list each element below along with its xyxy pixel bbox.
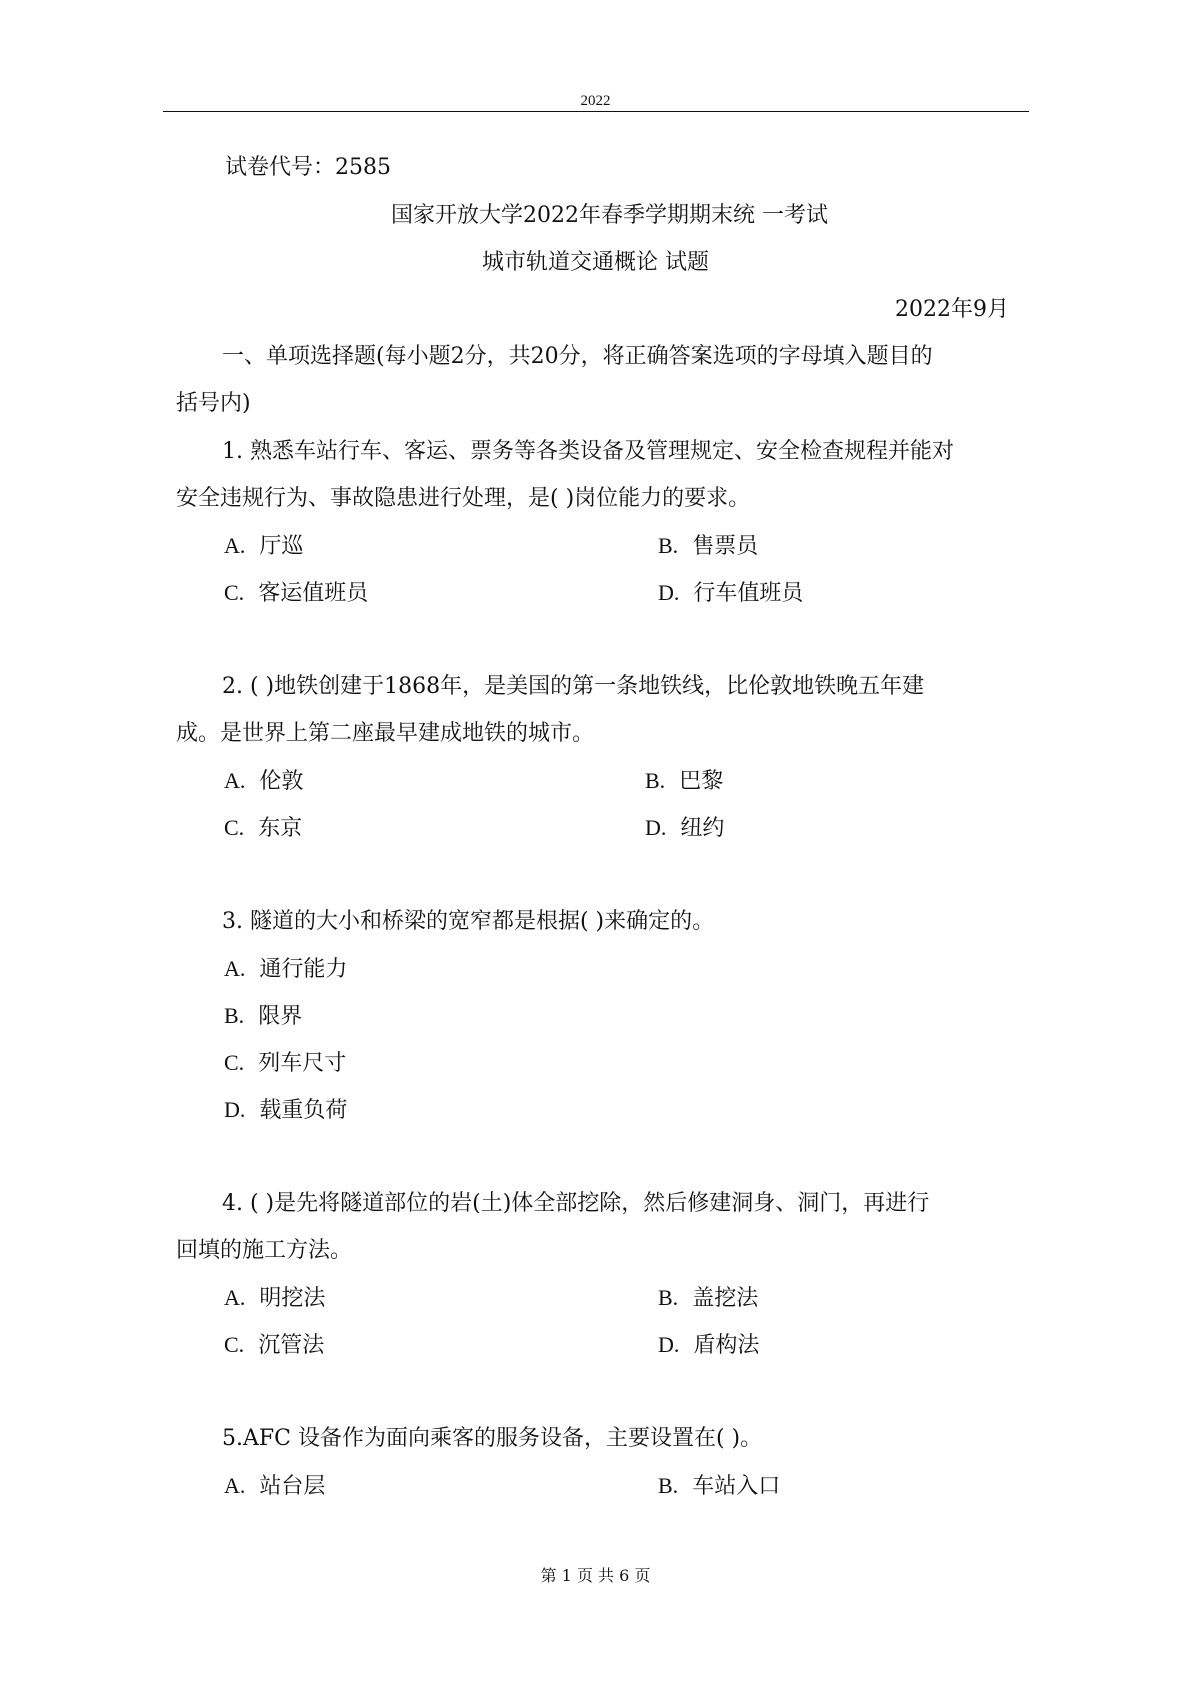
option-text: 东京 [258, 816, 303, 841]
option-text: 行车值班员 [693, 581, 804, 606]
exam-subject: 城市轨道交通概论 试题 [482, 250, 709, 275]
option-letter: A. [224, 1285, 246, 1310]
exam-date: 2022年9月 [895, 297, 1009, 322]
option-text: 限界 [258, 1004, 303, 1029]
option-letter: B. [645, 768, 666, 793]
option-text: 厅巡 [259, 534, 304, 559]
option-letter: D. [658, 1332, 680, 1357]
option-letter: A. [224, 1473, 246, 1498]
option-letter: A. [224, 533, 246, 558]
option-letter: A. [224, 956, 246, 981]
option-letter: D. [658, 580, 680, 605]
question-text: 3. 隧道的大小和桥梁的宽窄都是根据( )来确定的。 [222, 909, 715, 934]
section-heading-line1: 一、单项选择题(每小题2分，共20分，将正确答案选项的字母填入题目的 [222, 344, 933, 369]
option-text: 巴黎 [679, 769, 724, 794]
option-text: 盖挖法 [692, 1286, 759, 1311]
option-c [224, 1048, 346, 1079]
option-c [224, 1330, 324, 1361]
option-d [224, 1095, 347, 1126]
question-text: 4. ( )是先将隧道部位的岩(土)体全部挖除，然后修建洞身、洞门，再进行 [222, 1191, 930, 1216]
question-text: 安全违规行为、事故隐患进行处理，是( )岗位能力的要求。 [176, 486, 751, 511]
question-text: 回填的施工方法。 [176, 1238, 353, 1263]
option-text: 站台层 [259, 1474, 326, 1499]
option-text: 盾构法 [693, 1333, 760, 1358]
option-letter: A. [224, 768, 246, 793]
option-d [658, 578, 803, 609]
option-letter: D. [645, 815, 667, 840]
option-a [224, 954, 347, 985]
question-text: 2. ( )地铁创建于1868年，是美国的第一条地铁线，比伦敦地铁晚五年建 [222, 674, 925, 699]
option-text: 纽约 [680, 816, 725, 841]
option-letter: C. [224, 1332, 245, 1357]
option-text: 列车尺寸 [258, 1051, 347, 1076]
option-b [658, 531, 758, 562]
option-letter: B. [658, 1473, 679, 1498]
option-text: 伦敦 [259, 769, 304, 794]
question-text: 成。是世界上第二座最早建成地铁的城市。 [176, 721, 595, 746]
question-text: 1. 熟悉车站行车、客运、票务等各类设备及管理规定、安全检查规程并能对 [222, 439, 954, 464]
option-b [658, 1283, 758, 1314]
option-letter: B. [224, 1003, 245, 1028]
header-rule [163, 111, 1029, 112]
option-text: 通行能力 [259, 957, 348, 982]
option-text: 车站入口 [692, 1474, 781, 1499]
page-footer: 第 1 页 共 6 页 [540, 1566, 651, 1585]
option-letter: C. [224, 815, 245, 840]
option-text: 明挖法 [259, 1286, 326, 1311]
page-header: 2022 [580, 93, 611, 109]
option-letter: B. [658, 533, 679, 558]
option-a [224, 766, 303, 797]
option-d [658, 1330, 759, 1361]
option-letter: B. [658, 1285, 679, 1310]
option-a [224, 1283, 325, 1314]
option-text: 客运值班员 [258, 581, 369, 606]
option-d [645, 813, 724, 844]
option-letter: D. [224, 1097, 246, 1122]
option-letter: C. [224, 580, 245, 605]
option-letter: C. [224, 1050, 245, 1075]
question-text: 5.AFC 设备作为面向乘客的服务设备，主要设置在( )。 [222, 1426, 763, 1451]
exam-code: 试卷代号：2585 [225, 155, 391, 180]
option-b [645, 766, 723, 797]
option-b [658, 1471, 780, 1502]
option-a [224, 1471, 325, 1502]
option-a [224, 531, 303, 562]
option-c [224, 578, 368, 609]
exam-title: 国家开放大学2022年春季学期期末统 一考试 [391, 203, 828, 228]
option-text: 载重负荷 [259, 1098, 348, 1123]
option-text: 沉管法 [258, 1333, 325, 1358]
option-b [224, 1001, 302, 1032]
option-c [224, 813, 302, 844]
option-text: 售票员 [692, 534, 759, 559]
section-heading-line2: 括号内) [176, 391, 251, 416]
